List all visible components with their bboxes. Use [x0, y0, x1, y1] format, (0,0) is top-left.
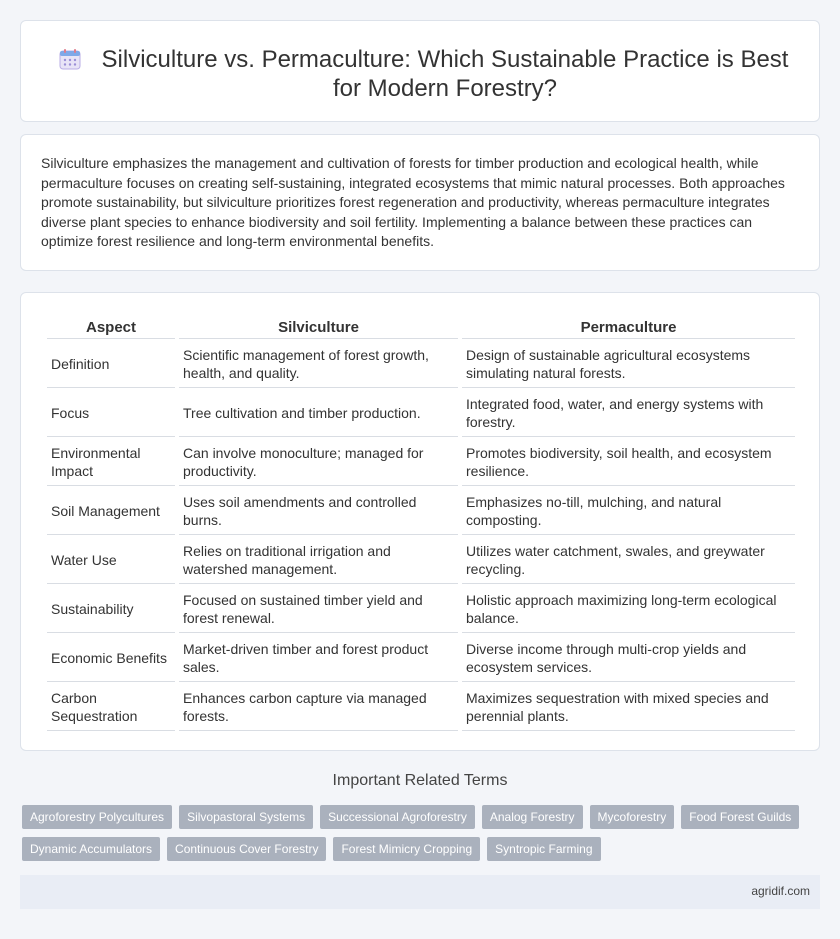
related-terms-title: Important Related Terms [332, 772, 508, 789]
related-term-tag[interactable]: Dynamic Accumulators [22, 837, 160, 861]
cell-permaculture: Promotes biodiversity, soil health, and ecosystem resilience. [462, 439, 795, 486]
header-aspect: Aspect [47, 315, 175, 339]
cell-permaculture: Maximizes sequestration with mixed species and perennial plants. [462, 684, 795, 731]
table-row [47, 488, 795, 535]
cell-aspect: Environmental Impact [47, 439, 175, 486]
related-term-tag[interactable]: Silvopastoral Systems [179, 805, 313, 829]
cell-silviculture: Tree cultivation and timber production. [179, 390, 458, 437]
summary-card [20, 134, 820, 271]
comparison-table [43, 313, 799, 733]
cell-permaculture: Diverse income through multi-crop yields and ecosystem services. [462, 635, 795, 682]
footer-site-link[interactable]: agridif.com [751, 884, 810, 898]
cell-aspect: Definition [47, 341, 175, 388]
related-term-tag[interactable]: Syntropic Farming [487, 837, 600, 861]
related-term-tag[interactable]: Continuous Cover Forestry [167, 837, 326, 861]
table-header-row [47, 315, 795, 339]
cell-silviculture: Relies on traditional irrigation and watershed management. [179, 537, 458, 584]
cell-aspect: Soil Management [47, 488, 175, 535]
cell-aspect: Water Use [47, 537, 175, 584]
cell-silviculture: Focused on sustained timber yield and forest renewal. [179, 586, 458, 633]
related-term-tag[interactable]: Mycoforestry [590, 805, 675, 829]
cell-silviculture: Can involve monoculture; managed for productivity. [179, 439, 458, 486]
table-row [47, 684, 795, 731]
page-title: Silviculture vs. Permaculture: Which Sustainable Practice is Best for Modern Forestry? [101, 46, 789, 102]
table-row [47, 341, 795, 388]
cell-silviculture: Uses soil amendments and controlled burns. [179, 488, 458, 535]
related-term-tag[interactable]: Analog Forestry [482, 805, 583, 829]
cell-permaculture: Integrated food, water, and energy systems with forestry. [462, 390, 795, 437]
header-silviculture: Silviculture [179, 315, 458, 339]
table-row [47, 439, 795, 486]
cell-permaculture: Holistic approach maximizing long-term ecological balance. [462, 586, 795, 633]
cell-silviculture: Enhances carbon capture via managed forests. [179, 684, 458, 731]
related-term-tag[interactable]: Forest Mimicry Cropping [333, 837, 480, 861]
summary-paragraph: Silviculture emphasizes the management and cultivation of forests for timber production and ecological health, while permaculture focuses on creating self-sustaining, integrated ecosystems that mimic natural processes. Both approaches promote sustainability, but silviculture prioritizes forest regeneration and productivity, whereas permaculture integrates diverse plant species to enhance biodiversity and soil fertility. Implementing a balance between these practices can optimize forest resilience and long-term environmental benefits. [41, 155, 785, 249]
footer [20, 875, 820, 909]
cell-permaculture: Emphasizes no-till, mulching, and natural composting. [462, 488, 795, 535]
cell-aspect: Sustainability [47, 586, 175, 633]
table-row [47, 537, 795, 584]
cell-aspect: Economic Benefits [47, 635, 175, 682]
cell-permaculture: Utilizes water catchment, swales, and greywater recycling. [462, 537, 795, 584]
comparison-card [20, 292, 820, 751]
related-terms-list [22, 805, 812, 861]
cell-aspect: Focus [47, 390, 175, 437]
cell-aspect: Carbon Sequestration [47, 684, 175, 731]
related-term-tag[interactable]: Successional Agroforestry [320, 805, 475, 829]
related-term-tag[interactable]: Food Forest Guilds [681, 805, 799, 829]
related-term-tag[interactable]: Agroforestry Polycultures [22, 805, 172, 829]
cell-silviculture: Market-driven timber and forest product sales. [179, 635, 458, 682]
table-row [47, 635, 795, 682]
cell-silviculture: Scientific management of forest growth, health, and quality. [179, 341, 458, 388]
title-card [20, 20, 820, 122]
table-row [47, 586, 795, 633]
table-row [47, 390, 795, 437]
header-permaculture: Permaculture [462, 315, 795, 339]
cell-permaculture: Design of sustainable agricultural ecosystems simulating natural forests. [462, 341, 795, 388]
